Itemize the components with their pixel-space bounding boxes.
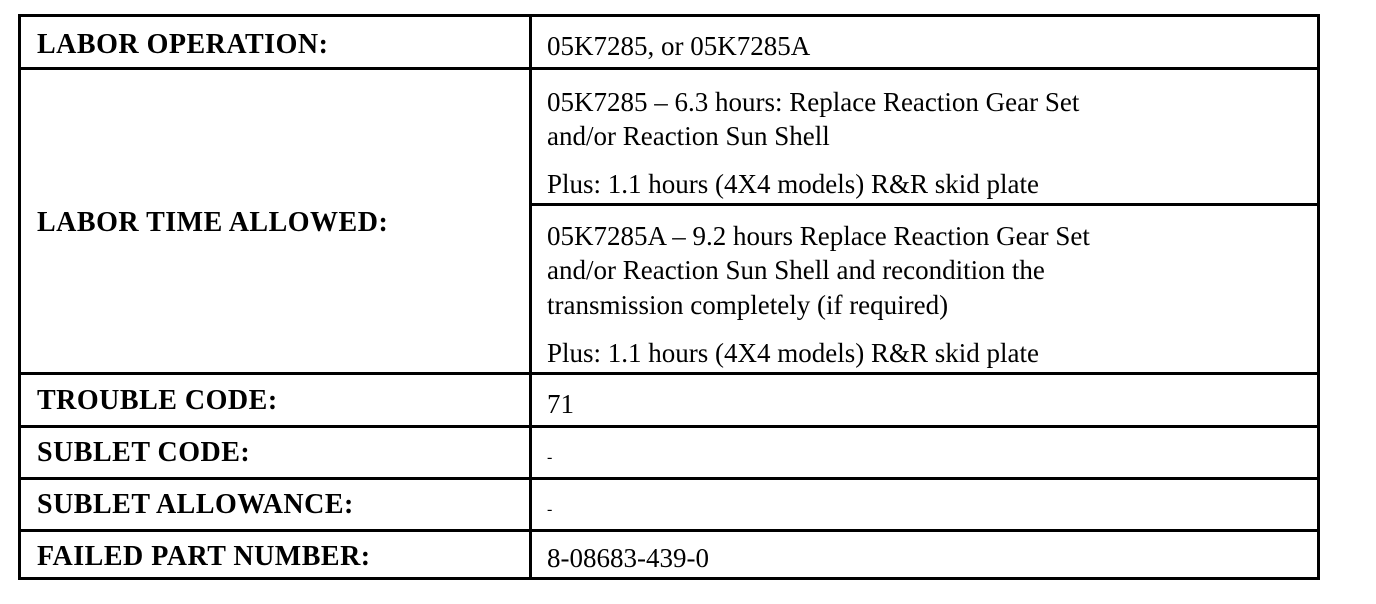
sublet-code-value: -: [547, 449, 553, 466]
failed-part-number-value: 8-08683-439-0: [547, 543, 709, 573]
labor-operation-value: 05K7285, or 05K7285A: [547, 31, 811, 61]
labor-time-block2-line3: transmission completely (if required): [547, 290, 949, 320]
failed-part-number-label: FAILED PART NUMBER:: [37, 541, 371, 572]
labor-time-block1-plus: Plus: 1.1 hours (4X4 models) R&R skid plate: [547, 169, 1039, 199]
labor-info-table: [18, 14, 1320, 580]
trouble-code-value: 71: [547, 389, 574, 419]
labor-operation-label: LABOR OPERATION:: [37, 29, 329, 60]
row-divider: [21, 67, 1317, 70]
labor-time-allowed-label: LABOR TIME ALLOWED:: [37, 207, 389, 238]
row-divider: [21, 477, 1317, 480]
row-divider: [21, 372, 1317, 375]
labor-time-block1-line1: 05K7285 – 6.3 hours: Replace Reaction Gear Set: [547, 87, 1080, 117]
labor-time-block2-line1: 05K7285A – 9.2 hours Replace Reaction Gear Set: [547, 221, 1090, 251]
cell-divider: [532, 203, 1317, 206]
labor-time-block2-line2: and/or Reaction Sun Shell and recondition the: [547, 255, 1045, 285]
labor-time-block2-plus: Plus: 1.1 hours (4X4 models) R&R skid plate: [547, 338, 1039, 368]
row-divider: [21, 425, 1317, 428]
labor-time-block1-line2: and/or Reaction Sun Shell: [547, 121, 830, 151]
row-divider: [21, 529, 1317, 532]
sublet-allowance-label: SUBLET ALLOWANCE:: [37, 489, 354, 520]
column-divider: [529, 17, 532, 577]
sublet-code-label: SUBLET CODE:: [37, 437, 251, 468]
sublet-allowance-value: -: [547, 501, 553, 518]
trouble-code-label: TROUBLE CODE:: [37, 385, 278, 416]
